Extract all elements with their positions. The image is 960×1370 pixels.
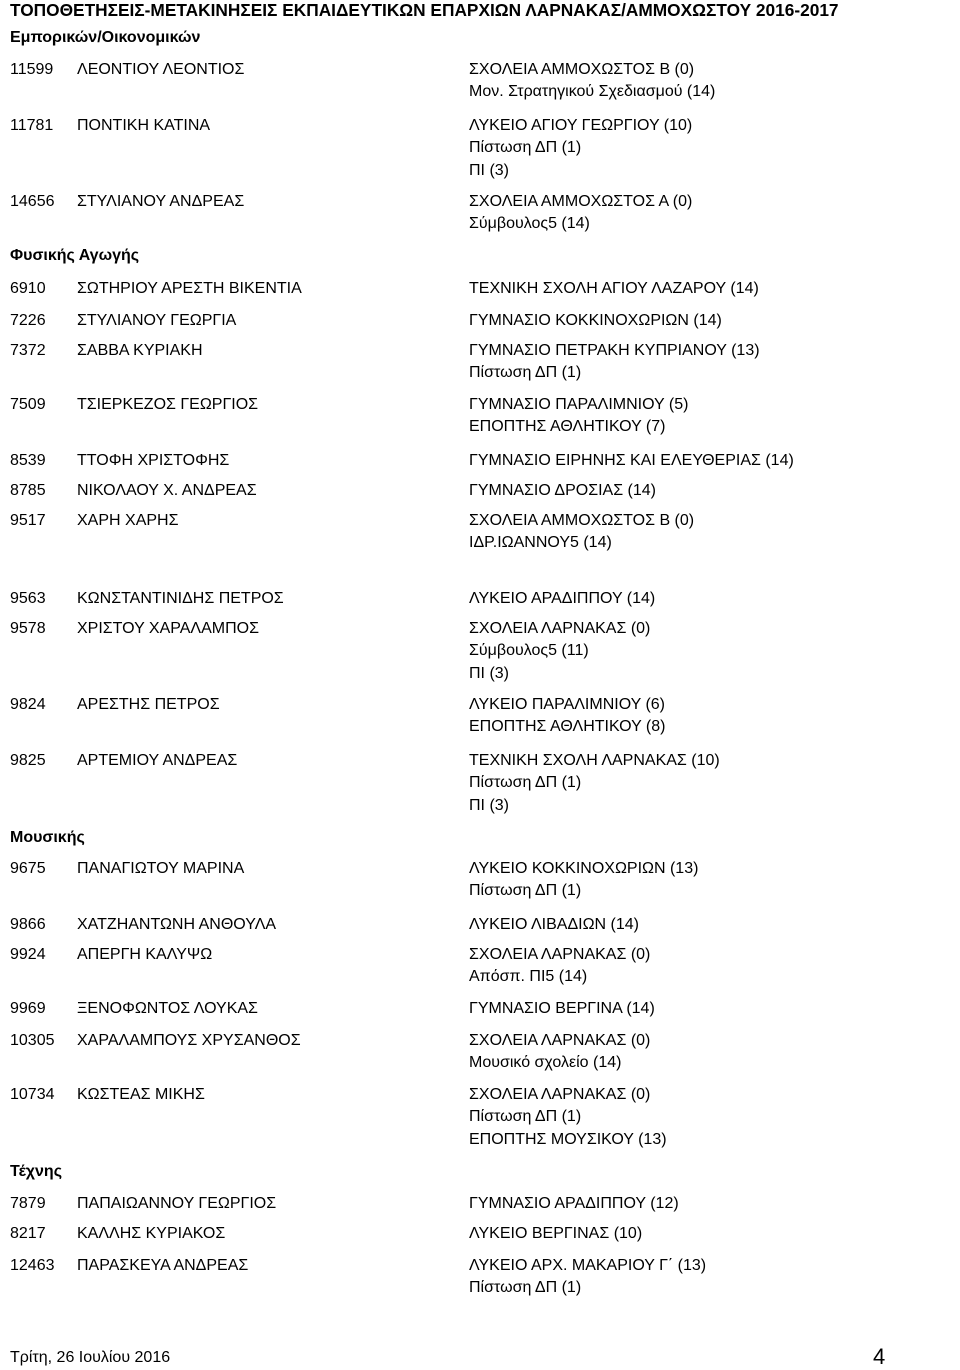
teacher-code: 8539: [10, 452, 46, 469]
teacher-code: 12463: [10, 1257, 55, 1274]
page-number: 4: [873, 1344, 886, 1369]
section-heading: Μουσικής: [10, 829, 85, 846]
teacher-code: 8785: [10, 482, 46, 499]
teacher-code: 9578: [10, 620, 46, 637]
placement: ΛΥΚΕΙΟ ΑΡΧ. ΜΑΚΑΡΙΟΥ Γ΄ (13): [469, 1257, 707, 1274]
placement: ΠΙ (3): [469, 161, 509, 179]
teacher-name: ΠΟΝΤΙΚΗ ΚΑΤΙΝΑ: [77, 117, 211, 134]
teacher-name: ΑΡΤΕΜΙΟΥ ΑΝΔΡΕΑΣ: [77, 752, 238, 769]
teacher-code: 6910: [10, 280, 46, 297]
placement: ΛΥΚΕΙΟ ΚΟΚΚΙΝΟΧΩΡΙΩΝ (13): [469, 860, 699, 877]
teacher-name: ΚΩΝΣΤΑΝΤΙΝΙΔΗΣ ΠΕΤΡΟΣ: [77, 590, 284, 607]
placement: ΠΙ (3): [469, 664, 509, 682]
teacher-name: ΛΕΟΝΤΙΟΥ ΛΕΟΝΤΙΟΣ: [77, 61, 245, 78]
placement: Πίστωση ΔΠ (1): [469, 1279, 582, 1297]
section-heading: Φυσικής Αγωγής: [10, 247, 140, 264]
placement: Μουσικό σχολείο (14): [469, 1054, 622, 1072]
placement: ΓΥΜΝΑΣΙΟ ΠΕΤΡΑΚΗ ΚΥΠΡΙΑΝΟΥ (13): [469, 342, 760, 359]
teacher-code: 7226: [10, 312, 46, 329]
teacher-name: ΣΩΤΗΡΙΟΥ ΑΡΕΣΤΗ ΒΙΚΕΝΤΙΑ: [77, 280, 302, 297]
teacher-code: 14656: [10, 193, 55, 210]
placement: ΤΕΧΝΙΚΗ ΣΧΟΛΗ ΑΓΙΟΥ ΛΑΖΑΡΟΥ (14): [469, 280, 759, 297]
placement: ΣΧΟΛΕΙΑ ΛΑΡΝΑΚΑΣ (0): [469, 946, 651, 963]
placement: ΣΧΟΛΕΙΑ ΛΑΡΝΑΚΑΣ (0): [469, 1086, 651, 1103]
placement: Σύμβουλος5 (14): [469, 215, 590, 233]
placement: Απόσπ. ΠΙ5 (14): [469, 968, 588, 986]
placement: ΕΠΟΠΤΗΣ ΑΘΛΗΤΙΚΟΥ (7): [469, 418, 666, 436]
teacher-name: ΑΠΕΡΓΗ ΚΑΛΥΨΩ: [77, 946, 213, 963]
teacher-code: 10305: [10, 1032, 55, 1049]
placement: Πίστωση ΔΠ (1): [469, 774, 582, 792]
placement: ΓΥΜΝΑΣΙΟ ΑΡΑΔΙΠΠΟΥ (12): [469, 1195, 679, 1212]
teacher-name: ΧΑΡΗ ΧΑΡΗΣ: [77, 512, 179, 529]
teacher-code: 9563: [10, 590, 46, 607]
placement: ΣΧΟΛΕΙΑ ΑΜΜΟΧΩΣΤΟΣ Α (0): [469, 193, 693, 210]
teacher-code: 10734: [10, 1086, 55, 1103]
teacher-code: 9969: [10, 1000, 46, 1017]
teacher-name: ΞΕΝΟΦΩΝΤΟΣ ΛΟΥΚΑΣ: [77, 1000, 258, 1017]
placement: Σύμβουλος5 (11): [469, 642, 589, 660]
teacher-name: ΤΤΟΦΗ ΧΡΙΣΤΟΦΗΣ: [77, 452, 230, 469]
teacher-code: 9517: [10, 512, 46, 529]
placement: Πίστωση ΔΠ (1): [469, 139, 582, 157]
teacher-name: ΚΩΣΤΕΑΣ ΜΙΚΗΣ: [77, 1086, 205, 1103]
placement: ΓΥΜΝΑΣΙΟ ΠΑΡΑΛΙΜΝΙΟΥ (5): [469, 396, 689, 413]
placement: Μον. Στρατηγικού Σχεδιασμού (14): [469, 83, 716, 101]
placement: ΛΥΚΕΙΟ ΛΙΒΑΔΙΩΝ (14): [469, 916, 639, 933]
placement: ΠΙ (3): [469, 796, 509, 814]
teacher-name: ΧΡΙΣΤΟΥ ΧΑΡΑΛΑΜΠΟΣ: [77, 620, 259, 637]
placement: ΕΠΟΠΤΗΣ ΜΟΥΣΙΚΟΥ (13): [469, 1130, 667, 1148]
teacher-name: ΣΤΥΛΙΑΝΟΥ ΓΕΩΡΓΙΑ: [77, 312, 237, 329]
teacher-name: ΣΤΥΛΙΑΝΟΥ ΑΝΔΡΕΑΣ: [77, 193, 245, 210]
placement: ΣΧΟΛΕΙΑ ΑΜΜΟΧΩΣΤΟΣ Β (0): [469, 61, 695, 78]
teacher-code: 7509: [10, 396, 46, 413]
teacher-name: ΑΡΕΣΤΗΣ ΠΕΤΡΟΣ: [77, 696, 220, 713]
teacher-name: ΧΑΡΑΛΑΜΠΟΥΣ ΧΡΥΣΑΝΘΟΣ: [77, 1032, 301, 1049]
placement: ΓΥΜΝΑΣΙΟ ΒΕΡΓΙΝΑ (14): [469, 1000, 655, 1017]
teacher-code: 11599: [10, 61, 54, 78]
section-heading: Τέχνης: [10, 1163, 63, 1180]
teacher-code: 9675: [10, 860, 46, 877]
teacher-name: ΣΑΒΒΑ ΚΥΡΙΑΚΗ: [77, 342, 203, 359]
placement: ΓΥΜΝΑΣΙΟ ΚΟΚΚΙΝΟΧΩΡΙΩΝ (14): [469, 312, 722, 329]
teacher-code: 8217: [10, 1225, 46, 1242]
placement: Πίστωση ΔΠ (1): [469, 882, 582, 900]
teacher-name: ΤΣΙΕΡΚΕΖΟΣ ΓΕΩΡΓΙΟΣ: [77, 396, 259, 413]
placement: ΛΥΚΕΙΟ ΒΕΡΓΙΝΑΣ (10): [469, 1225, 643, 1242]
teacher-code: 11781: [10, 117, 54, 134]
placement: ΓΥΜΝΑΣΙΟ ΔΡΟΣΙΑΣ (14): [469, 482, 656, 499]
teacher-code: 7372: [10, 342, 46, 359]
teacher-name: ΧΑΤΖΗΑΝΤΩΝΗ ΑΝΘΟΥΛΑ: [77, 916, 277, 933]
teacher-code: 9825: [10, 752, 46, 769]
placement: ΤΕΧΝΙΚΗ ΣΧΟΛΗ ΛΑΡΝΑΚΑΣ (10): [469, 752, 720, 769]
placement: ΕΠΟΠΤΗΣ ΑΘΛΗΤΙΚΟΥ (8): [469, 718, 666, 736]
teacher-code: 9866: [10, 916, 46, 933]
placement: ΛΥΚΕΙΟ ΑΡΑΔΙΠΠΟΥ (14): [469, 590, 656, 607]
placement: Πίστωση ΔΠ (1): [469, 1108, 582, 1126]
footer-date: Τρίτη, 26 Ιουλίου 2016: [10, 1349, 171, 1366]
page-title: ΤΟΠΟΘΕΤΗΣΕΙΣ-ΜΕΤΑΚΙΝΗΣΕΙΣ ΕΚΠΑΙΔΕΥΤΙΚΩΝ ΕΠΑΡΧΙΩΝ ΛΑΡΝΑΚΑΣ/ΑΜΜΟΧΩΣΤΟΥ 2016-2017: [10, 0, 839, 20]
section-heading: Εμπορικών/Οικονομικών: [10, 29, 201, 46]
placement: ΣΧΟΛΕΙΑ ΑΜΜΟΧΩΣΤΟΣ Β (0): [469, 512, 695, 529]
teacher-code: 9924: [10, 946, 46, 963]
teacher-code: 7879: [10, 1195, 46, 1212]
placement: ΙΔΡ.ΙΩΑΝΝΟΥ5 (14): [469, 534, 612, 552]
teacher-name: ΝΙΚΟΛΑΟΥ Χ. ΑΝΔΡΕΑΣ: [77, 482, 257, 499]
teacher-name: ΠΑΡΑΣΚΕΥΑ ΑΝΔΡΕΑΣ: [77, 1257, 249, 1274]
placement: ΛΥΚΕΙΟ ΠΑΡΑΛΙΜΝΙΟΥ (6): [469, 696, 666, 713]
placement: ΛΥΚΕΙΟ ΑΓΙΟΥ ΓΕΩΡΓΙΟΥ (10): [469, 117, 693, 134]
teacher-name: ΠΑΠΑΙΩΑΝΝΟΥ ΓΕΩΡΓΙΟΣ: [77, 1195, 277, 1212]
placement: Πίστωση ΔΠ (1): [469, 364, 582, 382]
placement: ΣΧΟΛΕΙΑ ΛΑΡΝΑΚΑΣ (0): [469, 1032, 651, 1049]
teacher-code: 9824: [10, 696, 46, 713]
teacher-name: ΠΑΝΑΓΙΩΤΟΥ ΜΑΡΙΝΑ: [77, 860, 245, 877]
placement: ΣΧΟΛΕΙΑ ΛΑΡΝΑΚΑΣ (0): [469, 620, 651, 637]
teacher-name: ΚΑΛΛΗΣ ΚΥΡΙΑΚΟΣ: [77, 1225, 226, 1242]
placement: ΓΥΜΝΑΣΙΟ ΕΙΡΗΝΗΣ ΚΑΙ ΕΛΕΥΘΕΡΙΑΣ (14): [469, 452, 794, 469]
